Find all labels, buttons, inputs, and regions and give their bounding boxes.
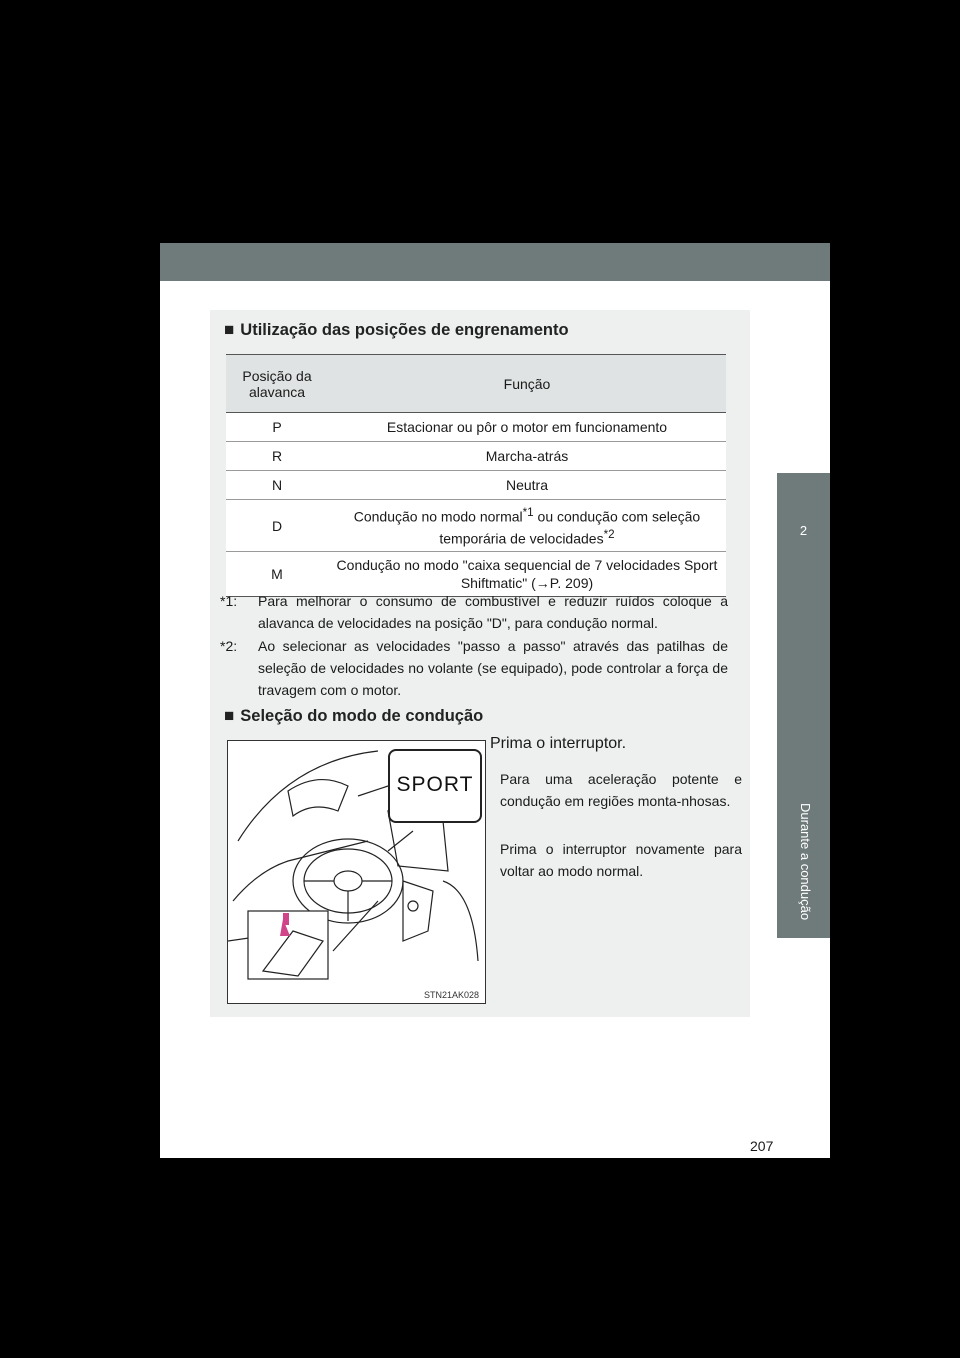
dashboard-illustration xyxy=(227,740,486,1004)
content-panel xyxy=(210,310,750,1017)
gear-position-table xyxy=(226,354,726,597)
instruction-text: Prima o interruptor. xyxy=(490,735,627,752)
table-row: N Neutra xyxy=(226,471,726,500)
sport-button-label: SPORT xyxy=(396,773,474,796)
table-row: R Marcha-atrás xyxy=(226,442,726,471)
sport-button-callout xyxy=(388,749,482,823)
description-paragraph: Para uma aceleração potente e condução em regiões monta-nhosas. xyxy=(500,771,742,809)
header-function: Função xyxy=(328,355,726,413)
page-number: 207 xyxy=(750,1138,774,1154)
footnote-1: *1: Para melhorar o consumo de combustível e reduzir ruídos coloque a alavanca de velocidades na posição "D", para condução normal. xyxy=(220,593,728,631)
header-position: Posição da alavanca xyxy=(226,355,328,413)
manual-page xyxy=(160,243,830,1158)
figure-code: STN21AK028 xyxy=(423,990,479,1000)
chapter-number: 2 xyxy=(799,523,808,538)
square-bullet-icon: ■ xyxy=(224,320,235,339)
section-heading-drive-mode: ■ Seleção do modo de condução xyxy=(224,706,484,725)
chapter-title: Durante a condução xyxy=(798,803,813,921)
table-row: D Condução no modo normal$^{*1}$ ou condução com seleção temporária de velocidades$^{*2}$ xyxy=(226,500,726,552)
header-bar xyxy=(160,243,830,281)
section-heading-gear-positions: ■ Utilização das posições de engrenamento xyxy=(224,320,569,339)
square-bullet-icon: ■ xyxy=(224,706,235,725)
description-paragraph: Prima o interruptor novamente para voltar ao modo normal. xyxy=(500,841,742,879)
table-row: P Estacionar ou pôr o motor em funcionamento xyxy=(226,413,726,442)
table-row: M Condução no modo "caixa sequencial de 7 velocidades Sport Shiftmatic" (→P. 209) xyxy=(226,552,726,597)
footnote-2: *2: Ao selecionar as velocidades "passo a passo" através das patilhas de seleção de velocidades no volante (se equipado), pode controlar a força de travagem com o motor. xyxy=(220,638,728,698)
chapter-tab xyxy=(777,473,830,938)
